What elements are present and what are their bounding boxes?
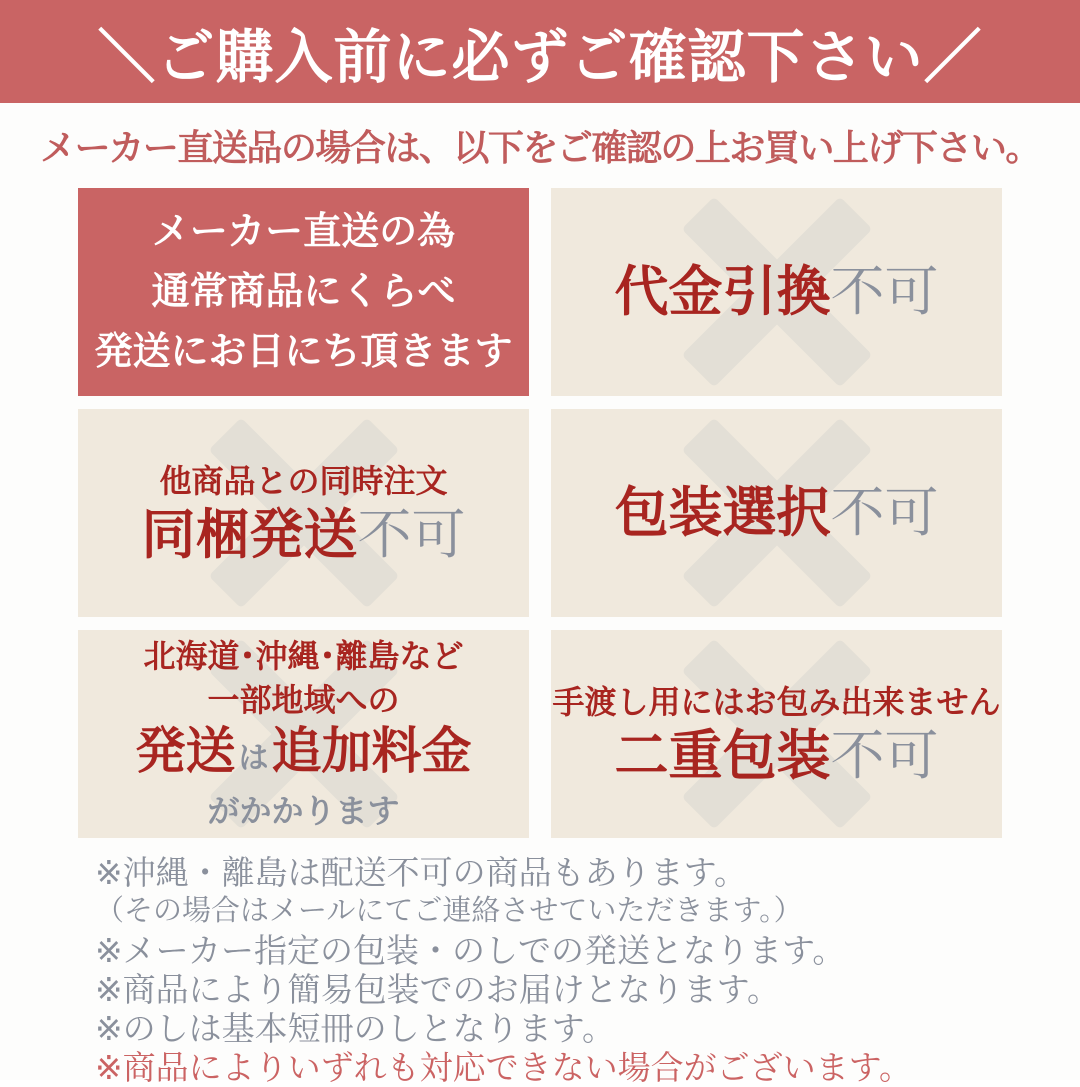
panel-cod xyxy=(551,188,1002,396)
panel-remote-area-content xyxy=(136,634,472,834)
cod-mainline xyxy=(615,260,939,324)
bundle-label: 同梱発送 xyxy=(141,505,358,565)
double-wrap-label: 二重包装 xyxy=(614,726,831,786)
direct-ship-line-3: 発送にお日にち頂きます xyxy=(94,331,513,373)
header-banner-title: ＼ご購入前に必ずご確認下さい／ xyxy=(97,24,983,90)
wrap-select-mainline xyxy=(615,481,939,545)
double-wrap-status: 不可 xyxy=(830,726,939,786)
remote-area-mainline xyxy=(136,722,472,788)
notice-grid xyxy=(78,188,1002,838)
panel-bundle-content xyxy=(142,459,466,567)
direct-ship-line-1: メーカー直送の為 xyxy=(151,211,456,253)
remote-area-line-1: 北海道･沖縄･離島など xyxy=(143,638,464,674)
panel-cod-content xyxy=(615,260,939,324)
remote-area-fee-label: 追加料金 xyxy=(271,723,472,779)
remote-area-line-2: 一部地域への xyxy=(207,682,400,718)
footnote: ※のしは基本短冊のしとなります。 xyxy=(95,1010,616,1047)
wrap-select-label: 包装選択 xyxy=(614,483,831,543)
subtitle-text: メーカー直送品の場合は、以下をご確認の上お買い上げ下さい。 xyxy=(40,127,1040,168)
double-wrap-top-line: 手渡し用にはお包み出来ません xyxy=(552,684,1001,720)
panel-wrap-select-content xyxy=(615,481,939,545)
cod-label: 代金引換 xyxy=(614,262,831,322)
panel-remote-area xyxy=(78,630,529,838)
panel-double-wrap xyxy=(551,630,1002,838)
bundle-mainline xyxy=(142,503,466,567)
bundle-top-line: 他商品との同時注文 xyxy=(159,463,448,499)
header-banner xyxy=(0,0,1080,103)
bundle-status: 不可 xyxy=(357,505,466,565)
cod-status: 不可 xyxy=(830,262,939,322)
remote-area-shipping-label: 発送 xyxy=(135,723,236,779)
remote-area-particle: は xyxy=(238,742,269,775)
remote-area-tail: がかかります xyxy=(207,793,400,829)
panel-wrap-select xyxy=(551,409,1002,617)
footnote: ※商品によりいずれも対応できない場合がございます。 xyxy=(95,1049,913,1086)
panel-bundle xyxy=(78,409,529,617)
footnote: ※商品により簡易包装でのお届けとなります。 xyxy=(95,971,781,1008)
panel-direct-ship-content xyxy=(94,202,512,382)
footnote: ※沖縄・離島は配送不可の商品もあります。 xyxy=(95,854,748,891)
footnote: ※メーカー指定の包装・のしでの発送となります。 xyxy=(95,932,846,969)
direct-ship-line-2: 通常商品にくらべ xyxy=(151,271,456,313)
panel-double-wrap-content xyxy=(552,680,1000,788)
footnote: （その場合はメールにてご連絡させていただきます。） xyxy=(95,895,803,927)
double-wrap-mainline xyxy=(552,724,1000,788)
footnotes-list xyxy=(95,853,1080,1087)
panel-direct-ship xyxy=(78,188,529,396)
wrap-select-status: 不可 xyxy=(830,483,939,543)
